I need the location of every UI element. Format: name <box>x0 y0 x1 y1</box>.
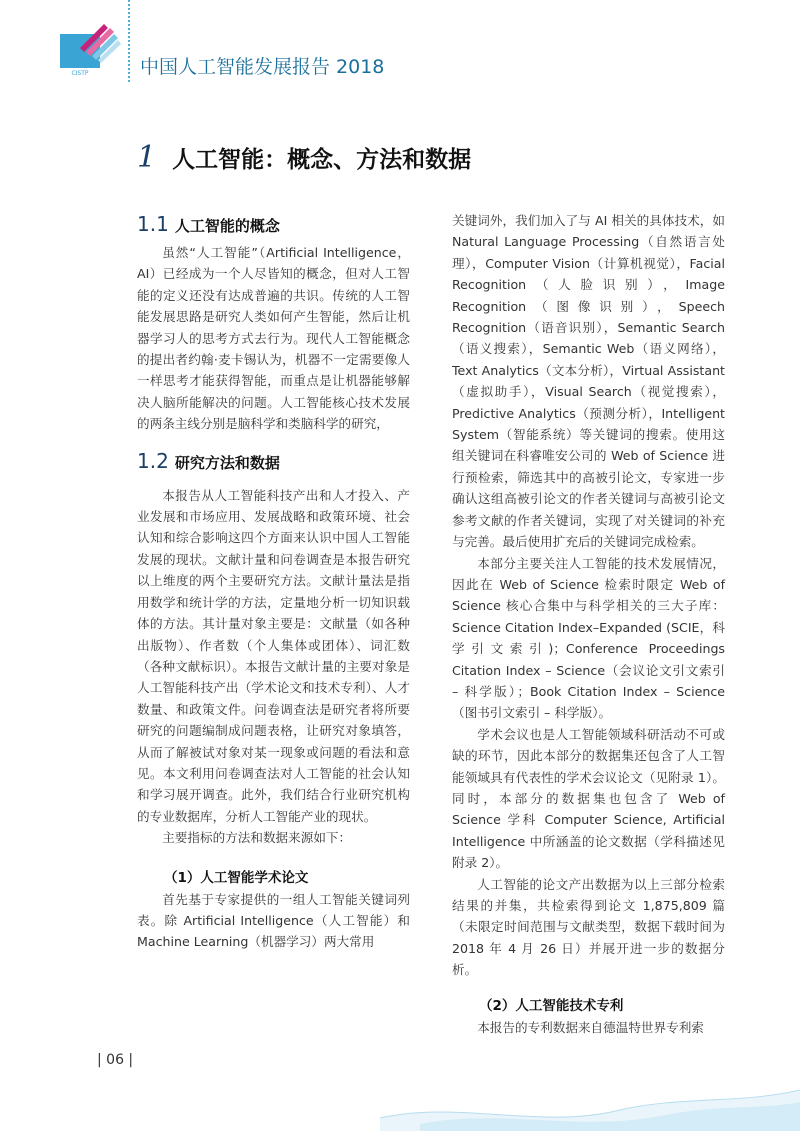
section-title: 人工智能的概念 <box>174 217 280 235</box>
section-1-2-heading <box>137 449 410 473</box>
page-number: | 06 | <box>97 1052 134 1068</box>
subsection-heading: （2）人工智能技术专利 <box>479 997 624 1014</box>
subsection-heading: （1）人工智能学术论文 <box>164 869 309 886</box>
chapter-title: 人工智能：概念、方法和数据 <box>172 147 472 173</box>
right-column <box>452 210 725 1038</box>
chapter-heading <box>137 140 471 175</box>
report-title: 中国人工智能发展报告 2018 <box>140 56 385 78</box>
section-number: 1.1 <box>137 212 169 236</box>
left-column <box>137 212 410 953</box>
section-1-1-heading <box>137 212 410 236</box>
paragraph: 本报告从人工智能科技产出和人才投入、产业发展和市场应用、发展战略和政策环境、社会认知和综合影响这四个方面来认识中国人工智能发展的现状。文献计量和问卷调查是本报告研究以上维度的两个主要研究方法。文献计量法是指用数学和统计学的方法，定量地分析一切知识载体的方法。其计量对象主要是：文献量（如各种出版物）、作者数（个人集体或团体）、词汇数（各种文献标识）。本报告文献计量的主要对象是人工智能科技产出（学术论文和技术专利）、人才数量、和政策文件。问卷调查法是研究者将所要研究的问题编制成问题表格，让研究对象填答，从而了解被试对象对某一现象或问题的看法和意见。本文利用问卷调查法对人工智能的社会认知和学习展开调查。此外，我们结合行业研究机构的专业数据库，分析人工智能产业的现状。 <box>137 487 410 824</box>
section-title: 研究方法和数据 <box>174 453 280 472</box>
cistp-logo-icon <box>60 22 122 76</box>
paragraph: 虽然“人工智能”（Artificial Intelligence，AI）已经成为一个人尽皆知的概念，但对人工智能的定义还没有达成普遍的共识。传统的人工智能发展思路是研究人类如何产生智能，然后让机器学习人的思考方式去行为。现代人工智能概念的提出者约翰·麦卡锡认为，机器不一定需要像人一样思考才能获得智能，而重点是让机器能够解决人脑所能解决的问题。人工智能核心技术发展的两条主线分别是脑科学和类脑科学的研究， <box>137 245 410 432</box>
paragraph: 主要指标的方法和数据来源如下： <box>162 830 352 846</box>
paragraph: 人工智能的论文产出数据为以上三部分检索结果的并集，共检索得到论文 1,875,809 篇（未限定时间范围与文献类型，数据下载时间为 2018 年 4 月 26 日）并展开进一步的数据分析。 <box>452 876 725 978</box>
header-dotted-divider <box>128 0 130 82</box>
wave-decoration-icon <box>380 1080 800 1131</box>
section-number: 1.2 <box>137 448 169 473</box>
chapter-number: 1 <box>137 140 157 175</box>
logo-text: CISTP <box>71 70 89 76</box>
paragraph: 关键词外，我们加入了与 AI 相关的具体技术，如 Natural Language Processing（自然语言处理），Computer Vision（计算机视觉），Facial Recognition（人脸识别），Image Recognition（图像识别），Speech Recognition（语音识别），Semantic Search（语义搜索），Semantic Web（语义网络），Text Analytics（文本分析），Virtual Assistant（虚拟助手），Visual Search（视觉搜索），Predictive Analytics（预测分析），Intelligent System（智能系统）等关键词的搜索。使用这组关键词在科睿唯安公司的 Web of Science 进行预检索，筛选其中的高被引论文，专家进一步确认这组高被引论文的作者关键词与高被引论文参考文献的作者关键词，实现了对关键词的补充与完善。最后使用扩充后的关键词完成检索。 <box>452 213 725 550</box>
paragraph: 本报告的专利数据来自德温特世界专利索 <box>477 1019 704 1035</box>
paragraph: 首先基于专家提供的一组人工智能关键词列表。除 Artificial Intelligence（人工智能）和 Machine Learning（机器学习）两大常用 <box>137 891 410 950</box>
paragraph: 学术会议也是人工智能领域科研活动不可或缺的环节，因此本部分的数据集还包含了人工智能领域具有代表性的学术会议论文（见附录 1）。同时，本部分的数据集也包含了 Web of Science 学科 Computer Science, Artificial Intelligence 中所涵盖的论文数据（学科描述见附录 2）。 <box>452 726 725 871</box>
paragraph: 本部分主要关注人工智能的技术发展情况，因此在 Web of Science 检索时限定 Web of Science 核心合集中与科学相关的三大子库：Science Citation Index–Expanded (SCIE，科学引文索引)；Conference Proceedings Citation Index – Science（会议论文引文索引 – 科学版）；Book Citation Index – Science（图书引文索引 – 科学版）。 <box>452 555 725 721</box>
